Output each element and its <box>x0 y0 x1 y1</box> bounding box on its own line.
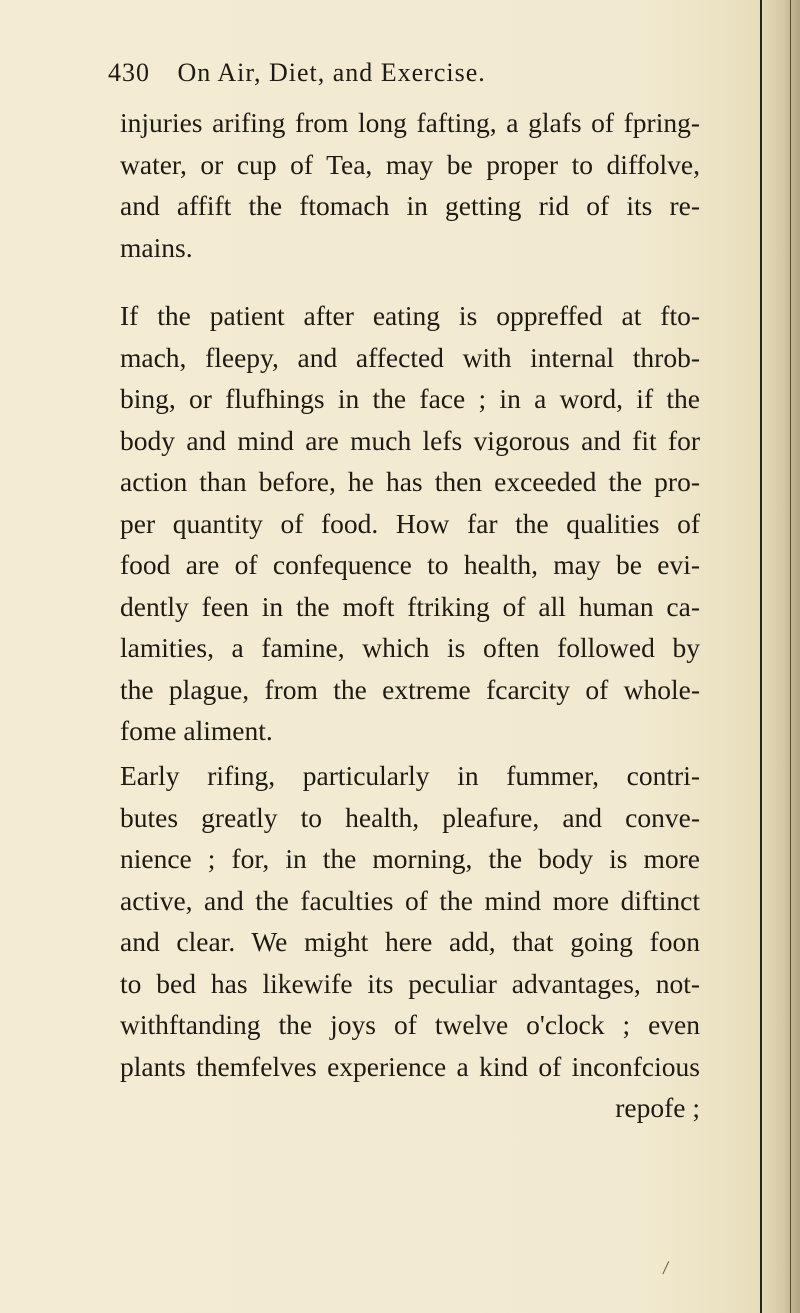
text-line: to bed has likewife its peculiar advantages, not- <box>120 967 700 999</box>
text-line: dently feen in the moft ftriking of all human ca- <box>120 590 700 622</box>
text-line: If the patient after eating is oppreffed at fto- <box>120 300 700 331</box>
running-title: On Air, Diet, and Exercise. <box>177 58 486 87</box>
text-line: nience ; for, in the morning, the body is more <box>120 843 700 874</box>
text-line: fome aliment. <box>120 715 273 746</box>
text-line: mains. <box>120 231 193 263</box>
paragraph-3 <box>120 755 700 1129</box>
text-line: active, and the faculties of the mind more diftinct <box>120 884 700 916</box>
text-line: action than before, he has then exceeded the pro- <box>120 466 700 497</box>
text-line: per quantity of food. How far the qualities of <box>120 507 700 539</box>
page-number: 430 <box>108 58 150 87</box>
paragraph-1 <box>120 102 700 268</box>
text-line: body and mind are much lefs vigorous and fit for <box>120 424 700 456</box>
text-line: and affift the ftomach in getting rid of its re- <box>120 190 700 221</box>
page-edge-line <box>760 0 762 1313</box>
ink-mark <box>662 1261 674 1277</box>
text-line: food are of confequence to health, may be evi- <box>120 549 700 580</box>
text-line: water, or cup of Tea, may be proper to diffolve, <box>120 148 700 180</box>
text-line: Early rifing, particularly in fummer, contri- <box>120 760 700 791</box>
page-edge-shadow <box>758 0 800 1313</box>
text-line: injuries arifing from long fafting, a glafs of fpring- <box>120 107 700 138</box>
text-line: plants themfelves experience a kind of inconfcious <box>120 1050 700 1082</box>
text-line: lamities, a famine, which is often followed by <box>120 632 700 663</box>
text-line: mach, fleepy, and affected with internal throb- <box>120 341 700 373</box>
text-line: bing, or flufhings in the face ; in a word, if the <box>120 383 700 414</box>
running-header <box>108 58 628 98</box>
catchword: repofe ; <box>615 1092 700 1123</box>
text-line: butes greatly to health, pleafure, and conve- <box>120 801 700 833</box>
page-edge-line-outer <box>790 0 791 1313</box>
text-line: the plague, from the extreme fcarcity of whole- <box>120 673 700 705</box>
text-line: and clear. We might here add, that going foon <box>120 926 700 957</box>
paragraph-2 <box>120 295 700 752</box>
text-line: withftanding the joys of twelve o'clock ; even <box>120 1009 700 1040</box>
